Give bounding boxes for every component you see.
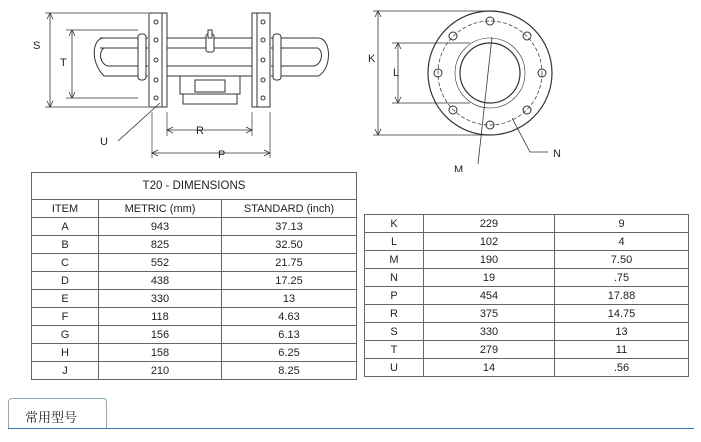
cell-item: E: [32, 290, 99, 308]
cell-standard: 11: [555, 341, 689, 359]
label-l: L: [393, 67, 400, 79]
cell-item: J: [32, 362, 99, 380]
cell-standard: 32.50: [222, 236, 357, 254]
header-standard: STANDARD (inch): [222, 200, 357, 218]
header-metric: METRIC (mm): [99, 200, 222, 218]
models-tab[interactable]: [8, 398, 107, 429]
table-row: [32, 326, 357, 344]
cell-metric: 19: [424, 269, 555, 287]
label-p: P: [218, 149, 226, 161]
table-row: [365, 359, 689, 377]
cell-item: H: [32, 344, 99, 362]
technical-drawing: [0, 0, 701, 172]
cell-standard: 9: [555, 215, 689, 233]
table-title: T20 - DIMENSIONS: [32, 173, 357, 200]
table-row: [32, 344, 357, 362]
cell-item: M: [365, 251, 424, 269]
flange-front-view: [428, 11, 552, 135]
table-row: [365, 323, 689, 341]
cell-item: N: [365, 269, 424, 287]
table-row: [365, 305, 689, 323]
cell-standard: .56: [555, 359, 689, 377]
label-n: N: [553, 148, 561, 160]
cell-item: C: [32, 254, 99, 272]
label-t: T: [60, 57, 67, 69]
label-r: R: [196, 125, 204, 137]
cell-metric: 279: [424, 341, 555, 359]
table-row: [32, 254, 357, 272]
cell-metric: 825: [99, 236, 222, 254]
label-s: S: [33, 40, 41, 52]
header-item: ITEM: [32, 200, 99, 218]
cell-item: S: [365, 323, 424, 341]
cell-metric: 330: [99, 290, 222, 308]
cell-standard: 14.75: [555, 305, 689, 323]
cell-metric: 943: [99, 218, 222, 236]
label-m: M: [454, 164, 464, 172]
table-row: [365, 251, 689, 269]
cell-standard: 21.75: [222, 254, 357, 272]
cell-standard: 17.88: [555, 287, 689, 305]
cell-item: D: [32, 272, 99, 290]
table-row: [365, 287, 689, 305]
cell-standard: 37.13: [222, 218, 357, 236]
table-row: [32, 290, 357, 308]
cell-standard: 8.25: [222, 362, 357, 380]
cell-standard: 4: [555, 233, 689, 251]
table-row: [32, 218, 357, 236]
cell-metric: 102: [424, 233, 555, 251]
cell-standard: 6.25: [222, 344, 357, 362]
models-tab-label: 常用型号: [25, 411, 78, 426]
table-row: [32, 236, 357, 254]
cell-standard: .75: [555, 269, 689, 287]
cell-metric: 552: [99, 254, 222, 272]
table-row: [32, 362, 357, 380]
cell-metric: 438: [99, 272, 222, 290]
cell-metric: 156: [99, 326, 222, 344]
side-view: [94, 13, 328, 107]
label-u: U: [100, 136, 108, 148]
table-row: [32, 272, 357, 290]
cell-item: L: [365, 233, 424, 251]
cell-standard: 13: [222, 290, 357, 308]
cell-standard: 6.13: [222, 326, 357, 344]
table-row: [365, 233, 689, 251]
cell-metric: 375: [424, 305, 555, 323]
table-row: [32, 308, 357, 326]
cell-metric: 229: [424, 215, 555, 233]
table-row: [365, 269, 689, 287]
dimensions-table-left: [31, 172, 357, 380]
cell-item: P: [365, 287, 424, 305]
cell-metric: 158: [99, 344, 222, 362]
cell-metric: 210: [99, 362, 222, 380]
footer-divider: [8, 428, 694, 429]
cell-item: R: [365, 305, 424, 323]
cell-standard: 17.25: [222, 272, 357, 290]
table-row: [365, 215, 689, 233]
cell-item: K: [365, 215, 424, 233]
cell-metric: 118: [99, 308, 222, 326]
cell-metric: 190: [424, 251, 555, 269]
cell-standard: 13: [555, 323, 689, 341]
cell-item: B: [32, 236, 99, 254]
label-k: K: [368, 53, 376, 65]
cell-standard: 7.50: [555, 251, 689, 269]
cell-item: F: [32, 308, 99, 326]
dimensions-table-right: [364, 214, 689, 377]
cell-item: A: [32, 218, 99, 236]
table-row: [365, 341, 689, 359]
cell-metric: 14: [424, 359, 555, 377]
cell-standard: 4.63: [222, 308, 357, 326]
cell-metric: 330: [424, 323, 555, 341]
cell-item: U: [365, 359, 424, 377]
cell-metric: 454: [424, 287, 555, 305]
cell-item: T: [365, 341, 424, 359]
cell-item: G: [32, 326, 99, 344]
